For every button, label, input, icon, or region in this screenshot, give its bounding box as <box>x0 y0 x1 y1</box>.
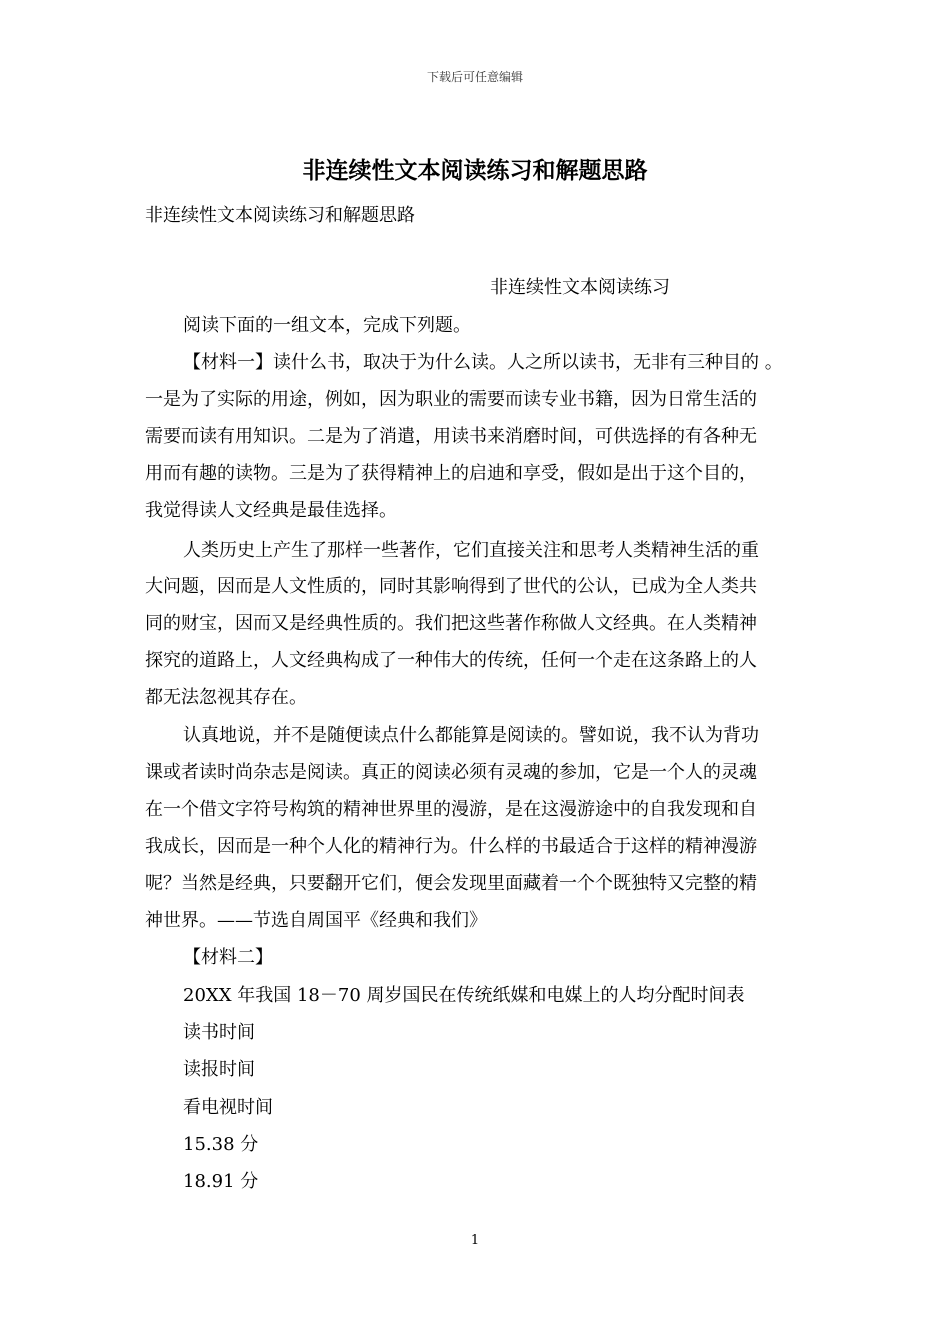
section-title: 非连续性文本阅读练习 <box>490 277 670 298</box>
text-line: 探究的道路上，人文经典构成了一种伟大的传统，任何一个走在这条路上的人 <box>145 650 757 671</box>
text-line: 呢？当然是经典，只要翻开它们，便会发现里面藏着一个个既独特又完整的精 <box>145 873 757 894</box>
text-line: 神世界。——节选自周国平《经典和我们》 <box>145 910 487 931</box>
page-number: 1 <box>470 1233 480 1248</box>
text-line: 读书时间 <box>183 1022 255 1043</box>
text-line: 需要而读有用知识。二是为了消遣，用读书来消磨时间，可供选择的有各种无 <box>145 426 757 447</box>
text-line: 在一个借文字符号构筑的精神世界里的漫游，是在这漫游途中的自我发现和自 <box>145 799 757 820</box>
text-line: 课或者读时尚杂志是阅读。真正的阅读必须有灵魂的参加，它是一个人的灵魂 <box>145 762 757 783</box>
text-line: 阅读下面的一组文本，完成下列题。 <box>183 315 471 336</box>
text-line: 大问题，因而是人文性质的，同时其影响得到了世代的公认，已成为全人类共 <box>145 576 757 597</box>
text-line: 人类历史上产生了那样一些著作，它们直接关注和思考人类精神生活的重 <box>183 540 759 561</box>
text-line: 【材料二】 <box>183 947 273 968</box>
text-line: 20XX 年我国 18－70 周岁国民在传统纸媒和电媒上的人均分配时间表 <box>183 985 745 1006</box>
text-line: 认真地说，并不是随便读点什么都能算是阅读的。譬如说，我不认为背功 <box>183 725 759 746</box>
text-line: 读报时间 <box>183 1059 255 1080</box>
text-line: 看电视时间 <box>183 1097 273 1118</box>
text-line: 18.91 分 <box>183 1171 259 1192</box>
text-line: 一是为了实际的用途，例如，因为职业的需要而读专业书籍，因为日常生活的 <box>145 389 757 410</box>
document-title: 非连续性文本阅读练习和解题思路 <box>302 157 648 184</box>
text-line: 我成长，因而是一种个人化的精神行为。什么样的书最适合于这样的精神漫游 <box>145 836 757 857</box>
page-header: 下载后可任意编辑 <box>426 70 523 84</box>
subheading: 非连续性文本阅读练习和解题思路 <box>145 205 415 226</box>
text-line: 同的财宝，因而又是经典性质的。我们把这些著作称做人文经典。在人类精神 <box>145 613 757 634</box>
text-line: 我觉得读人文经典是最佳选择。 <box>145 500 397 521</box>
text-line: 用而有趣的读物。三是为了获得精神上的启迪和享受，假如是出于这个目的， <box>145 463 757 484</box>
text-line: 都无法忽视其存在。 <box>145 687 307 708</box>
text-line: 15.38 分 <box>183 1134 259 1155</box>
text-line: 【材料一】读什么书，取决于为什么读。人之所以读书，无非有三种目的 。 <box>183 352 783 373</box>
